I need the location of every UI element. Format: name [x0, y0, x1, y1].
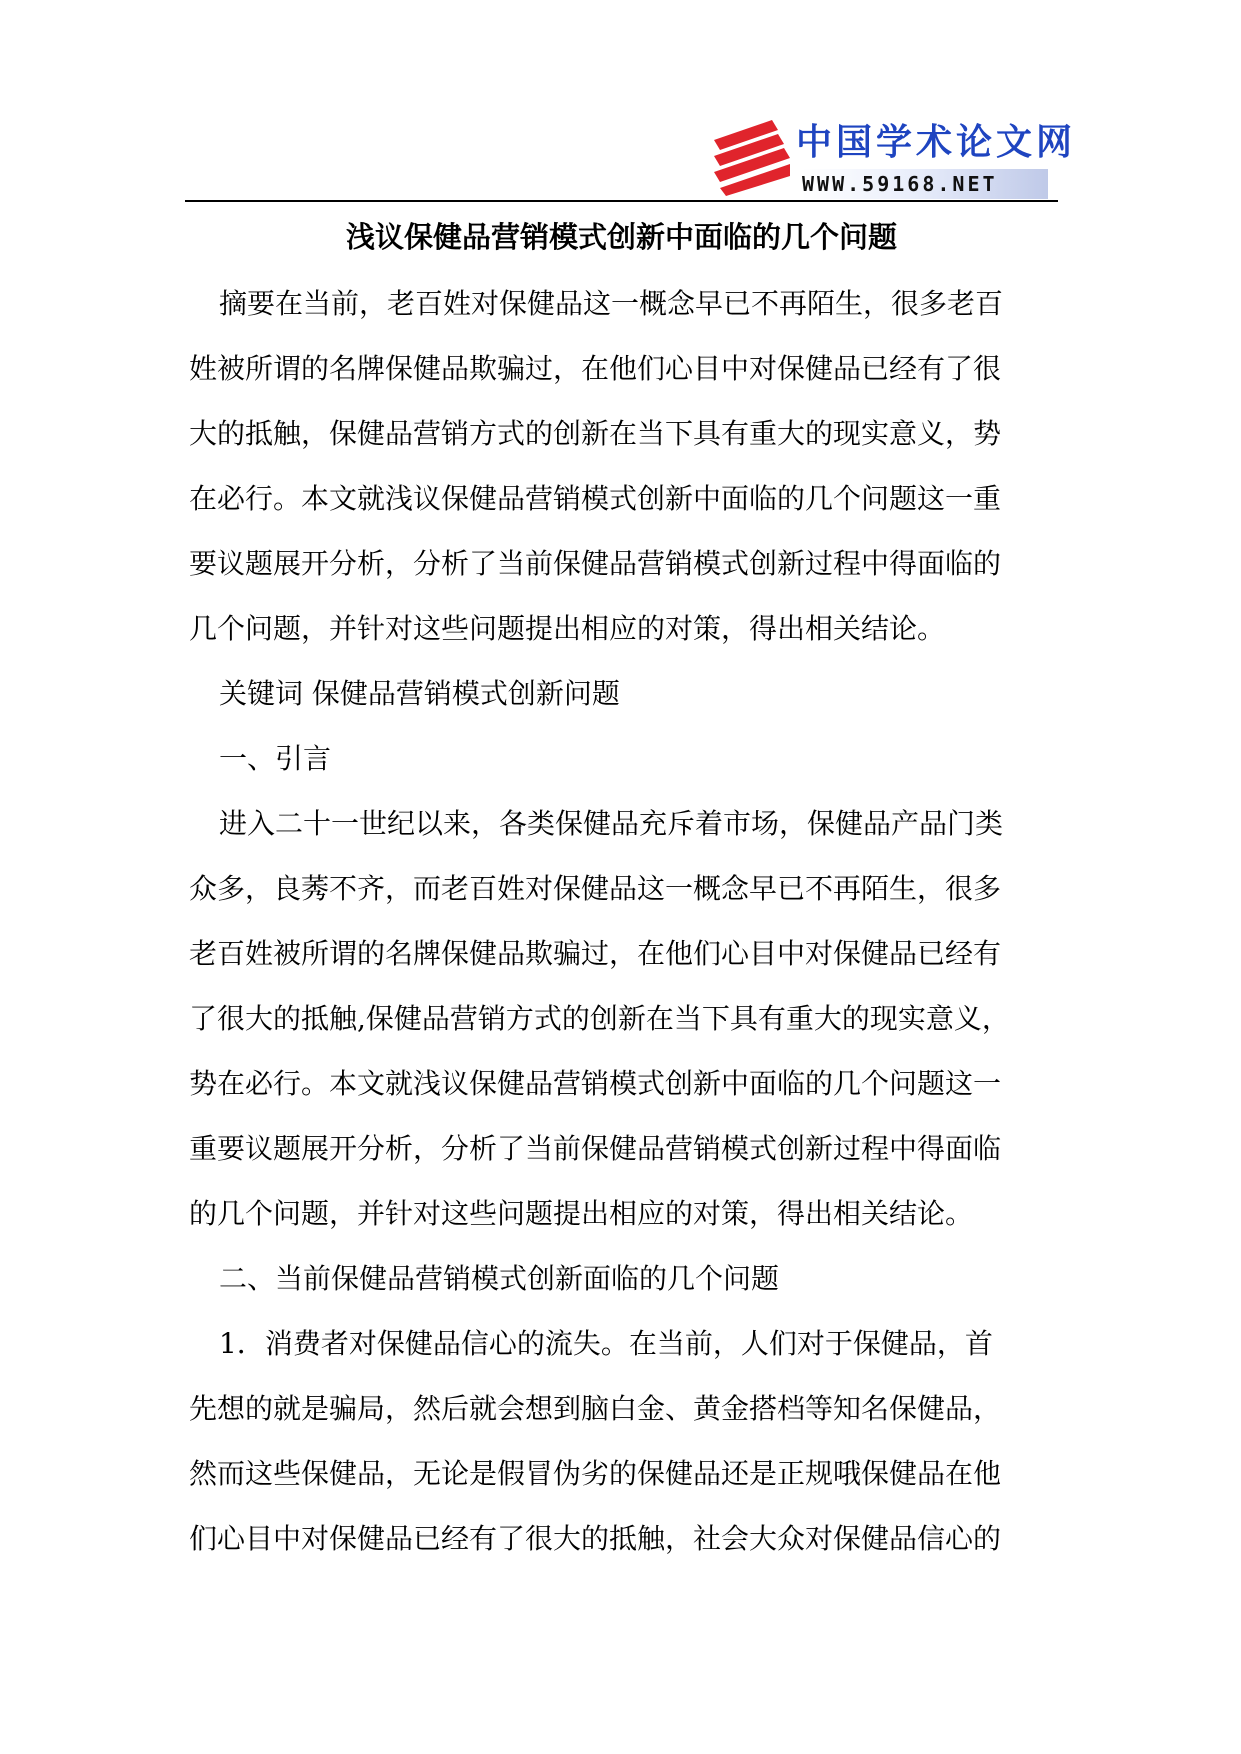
- paragraph-line: 势在必行。本文就浅议保健品营销模式创新中面临的几个问题这一: [189, 1067, 1002, 1100]
- abstract-line: 要议题展开分析，分析了当前保健品营销模式创新过程中得面临的: [189, 547, 1002, 580]
- document-body: [189, 271, 1031, 1571]
- paragraph-line: 老百姓被所谓的名牌保健品欺骗过，在他们心目中对保健品已经有: [189, 937, 1002, 970]
- section-heading-problems: 二、当前保健品营销模式创新面临的几个问题: [219, 1262, 780, 1295]
- paragraph-line: 进入二十一世纪以来，各类保健品充斥着市场，保健品产品门类: [219, 807, 1004, 840]
- logo-site-url: WWW.59168.NET: [802, 169, 1048, 199]
- logo-stripes-icon: [712, 118, 792, 198]
- abstract-line: 在必行。本文就浅议保健品营销模式创新中面临的几个问题这一重: [189, 482, 1002, 515]
- paragraph-line: 众多，良莠不齐，而老百姓对保健品这一概念早已不再陌生，很多: [189, 872, 1002, 905]
- paragraph-line: 然而这些保健品，无论是假冒伪劣的保健品还是正规哦保健品在他: [189, 1457, 1002, 1490]
- section-heading-introduction: 一、引言: [219, 742, 332, 775]
- paragraph-line: 的几个问题，并针对这些问题提出相应的对策，得出相关结论。: [189, 1197, 974, 1230]
- keywords-line: 关键词 保健品营销模式创新问题: [219, 677, 620, 710]
- paragraph-line: 们心目中对保健品已经有了很大的抵触，社会大众对保健品信心的: [189, 1522, 1002, 1555]
- abstract-line: 姓被所谓的名牌保健品欺骗过，在他们心目中对保健品已经有了很: [189, 352, 1002, 385]
- paragraph-line: 先想的就是骗局，然后就会想到脑白金、黄金搭档等知名保健品，: [189, 1392, 1002, 1425]
- abstract-line: 几个问题，并针对这些问题提出相应的对策，得出相关结论。: [189, 612, 946, 645]
- document-title: 浅议保健品营销模式创新中面临的几个问题: [345, 220, 897, 254]
- abstract-line: 大的抵触，保健品营销方式的创新在当下具有重大的现实意义，势: [189, 417, 1002, 450]
- site-logo[interactable]: [708, 112, 1077, 202]
- abstract-line: 摘要在当前，老百姓对保健品这一概念早已不再陌生，很多老百: [219, 287, 1004, 320]
- paragraph-line: 了很大的抵触,保健品营销方式的创新在当下具有重大的现实意义，: [189, 1002, 1010, 1035]
- header-divider: [185, 200, 1058, 202]
- paragraph-line: 1．消费者对保健品信心的流失。在当前，人们对于保健品，首: [219, 1327, 993, 1360]
- logo-site-name: 中国学术论文网: [796, 121, 1077, 163]
- paragraph-line: 重要议题展开分析，分析了当前保健品营销模式创新过程中得面临: [189, 1132, 1002, 1165]
